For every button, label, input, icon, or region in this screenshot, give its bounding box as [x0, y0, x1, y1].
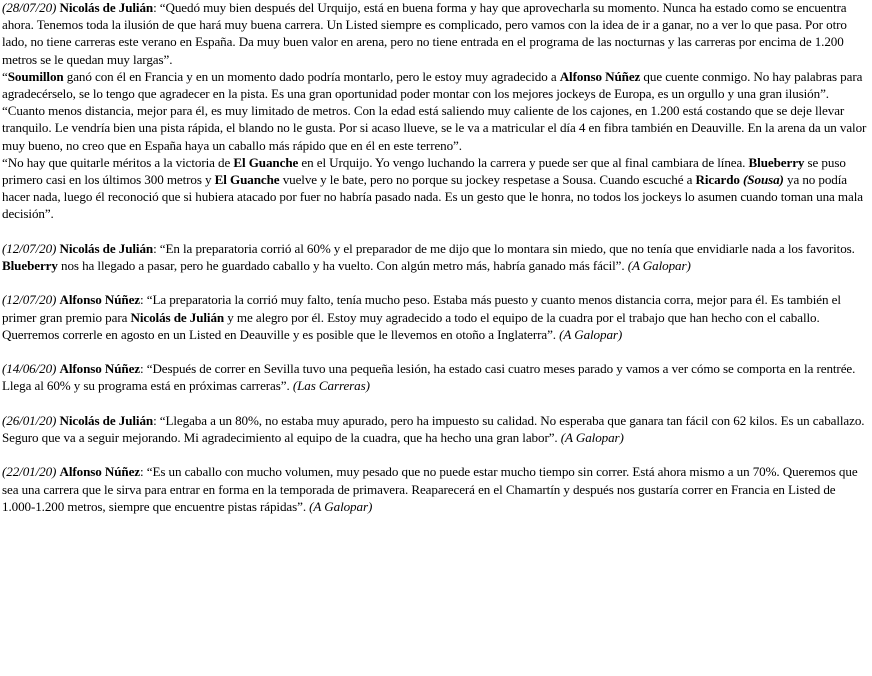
paragraph-spacer: [2, 446, 868, 463]
horse-or-person-name: Soumillon: [7, 68, 64, 84]
quote-text: que cuente conmigo. No hay palabras para agradecérselo, se lo tengo que agradecer en la pista. Es una gran oportunidad poder montar con los mejores jockeys de Europa, es un orgullo y una gran ilusión”.: [2, 68, 863, 102]
quote-text: vuelve y le bate, pero no porque su jockey respetase a Sousa. Cuando escuché a: [279, 172, 696, 188]
quote-text: “No hay que quitarle méritos a la victoria de: [2, 154, 234, 170]
horse-or-person-name: El Guanche: [214, 172, 280, 188]
entry-paragraph: [2, 463, 868, 515]
speaker-name: Alfonso Núñez: [59, 292, 141, 308]
source-label: (A Galopar): [627, 258, 691, 274]
entry-paragraph: [2, 0, 868, 68]
speaker-name: Alfonso Núñez: [59, 361, 141, 377]
horse-or-person-name: El Guanche: [233, 154, 299, 170]
quote-text: : “Es un caballo con mucho volumen, muy pesado que no puede estar mucho tiempo sin correr. Está ahora mismo a un 70%. Queremos que sea una carrera que le sirva para entrar en forma en la temporada de primavera. Reaparecerá en el Chamartín y después nos gustaría correr en Francia en Listed de 1.000-1.200 metros, siempre que encuentre pistas rápidas”.: [2, 464, 858, 514]
quote-text: ya no podía hacer nada, luego él reconoció que si hubiera atacado por fuer no habría pasado nada. Es un gesto que le honra, no todos los jockeys lo asumen cuando toman una mala decisión”.: [2, 172, 863, 222]
quote-text: : “En la preparatoria corrió al 60% y el preparador de me dijo que lo montara sin miedo, que no tenía que envidiarle nada a los favoritos.: [153, 240, 855, 256]
entry-date: (12/07/20): [2, 240, 57, 256]
speaker-name: Alfonso Núñez: [59, 464, 141, 480]
quote-paragraph: [2, 102, 868, 154]
entry-date: (26/01/20): [2, 412, 57, 428]
entry-paragraph: [2, 360, 868, 394]
quote-text: ganó con él en Francia y en un momento dado podría montarlo, pero le estoy muy agradecido a: [63, 68, 560, 84]
entry-paragraph: [2, 291, 868, 343]
horse-or-person-name: Blueberry: [2, 258, 58, 274]
horse-or-person-name: (Sousa): [739, 172, 784, 188]
horse-or-person-name: Nicolás de Julián: [130, 309, 225, 325]
source-label: (A Galopar): [560, 430, 624, 446]
quote-text: : “La preparatoria la corrió muy falto, tenía mucho peso. Estaba más puesto y cuanto menos distancia corra, mejor para él. Es también el primer gran premio para: [2, 292, 841, 325]
speaker-name: Nicolás de Julián: [59, 240, 154, 256]
quote-text: “: [2, 68, 8, 84]
entry-paragraph: [2, 240, 868, 274]
quote-text: “Cuanto menos distancia, mejor para él, es muy limitado de metros. Con la edad está saliendo muy caliente de los cajones, en 1.200 está costando que se deje llevar tranquilo. Le vendría bien una pista rápida, el blando no le gusta. Por si acaso llueve, se le va a matricular el día 4 en fibra también en Deauville. En la arena da un valor muy bueno, no creo que en España haya un caballo más rápido que en él en este terreno”.: [2, 103, 867, 153]
entry-date: (14/06/20): [2, 361, 57, 377]
entry-paragraph: [2, 412, 868, 446]
quote-text: en el Urquijo. Yo vengo luchando la carrera y puede ser que al final cambiara de línea.: [298, 154, 749, 170]
speaker-name: Nicolás de Julián: [59, 412, 154, 428]
quote-text: se puso primero casi en los últimos 300 metros y: [2, 154, 846, 188]
paragraph-spacer: [2, 395, 868, 412]
paragraph-spacer: [2, 223, 868, 240]
source-label: (A Galopar): [559, 326, 623, 342]
source-label: (Las Carreras): [292, 378, 370, 394]
speaker-name: Nicolás de Julián: [59, 0, 154, 15]
source-label: (A Galopar): [309, 498, 373, 514]
horse-or-person-name: Alfonso Núñez: [559, 68, 641, 84]
paragraph-spacer: [2, 343, 868, 360]
entry-date: (12/07/20): [2, 292, 57, 308]
quote-text: y me alegro por él. Estoy muy agradecido a todo el equipo de la cuadra por el trabajo que han hecho con el caballo. Querremos correrle en agosto en un Listed en Deauville y es posible que le llevemos en otoño a Inglaterra”.: [2, 309, 820, 342]
entry-date: (28/07/20): [2, 0, 57, 15]
quote-text: : “Después de correr en Sevilla tuvo una pequeña lesión, ha estado casi cuatro meses parado y vamos a ver cómo se comporta en la rentrée. Llega al 60% y su programa está en próximas carreras”.: [2, 361, 856, 394]
quote-paragraph: [2, 154, 868, 223]
horse-or-person-name: Blueberry: [748, 154, 805, 170]
document-body: [2, 0, 868, 515]
quote-text: nos ha llegado a pasar, pero he guardado caballo y ha vuelto. Con algún metro más, habría ganado más fácil”.: [57, 258, 628, 274]
quote-text: : “Quedó muy bien después del Urquijo, está en buena forma y hay que aprovecharla su momento. Nunca ha estado como se encuentra ahora. Tenemos toda la ilusión de que hará muy buena carrera. Un Listed siempre es complicado, pero vamos con la idea de ir a ganar, no a ver lo que pasa. Por otro lado, no tiene carreras este verano en España. Da muy buen valor en arena, pero no tiene entrada en el programa de las nocturnas y las carreras por encima de 1.200 metros se le quedan muy largas”.: [2, 0, 847, 67]
quote-paragraph: [2, 68, 868, 102]
horse-or-person-name: Ricardo: [695, 172, 740, 188]
entry-date: (22/01/20): [2, 464, 57, 480]
paragraph-spacer: [2, 274, 868, 291]
quote-text: : “Llegaba a un 80%, no estaba muy apurado, pero ha impuesto su calidad. No esperaba que ganara tan fácil con 62 kilos. Es un caballazo. Seguro que va a seguir mejorando. Mi agradecimiento al equipo de la cuadra, que ha hecho una gran labor”.: [2, 412, 865, 446]
